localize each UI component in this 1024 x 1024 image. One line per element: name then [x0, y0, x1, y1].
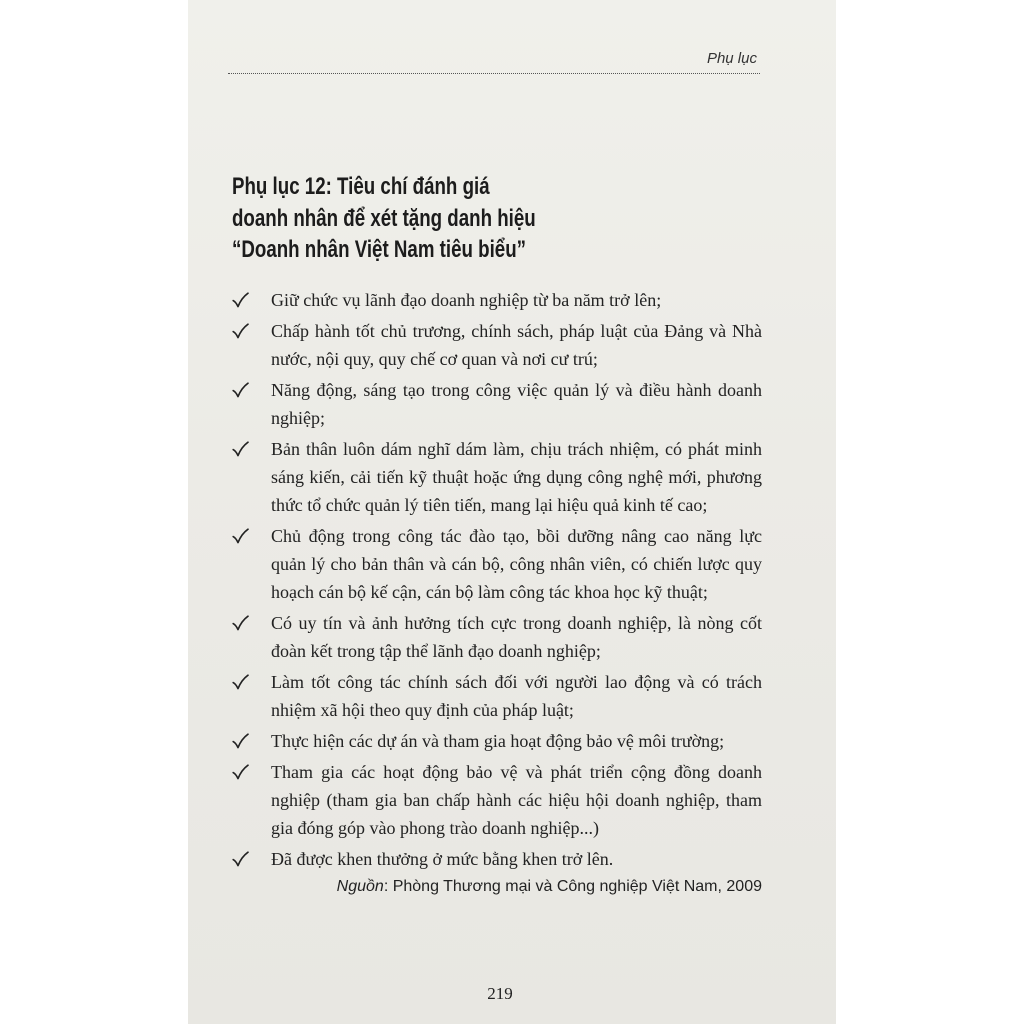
criterion-line: Chấp hành tốt chủ trương, chính sách, pháp luật của Đảng và Nhà	[271, 321, 762, 341]
source-text: : Phòng Thương mại và Công nghiệp Việt Nam, 2009	[383, 878, 762, 895]
criterion-item	[232, 609, 762, 665]
criterion-line: Có uy tín và ảnh hưởng tích cực trong doanh nghiệp, là nòng cốt	[271, 613, 762, 633]
criterion-line: nhiệm xã hội theo quy định của pháp luật;	[271, 700, 574, 720]
criterion-line: quản lý cho bản thân và cán bộ, công nhân viên, có chiến lược quy	[271, 554, 762, 574]
check-mark-icon	[232, 382, 249, 398]
criterion-item	[232, 376, 762, 432]
check-mark-icon	[232, 615, 249, 631]
running-header: Phụ lục	[706, 50, 757, 67]
criterion-line: Thực hiện các dự án và tham gia hoạt động bảo vệ môi trường;	[271, 731, 725, 751]
source-label: Nguồn	[336, 878, 384, 895]
criterion-text	[271, 758, 762, 842]
criterion-line: đoàn kết trong tập thể lãnh đạo doanh nghiệp;	[271, 641, 601, 661]
title-line: Phụ lục 12: Tiêu chí đánh giá	[232, 173, 490, 200]
criterion-line: thức tổ chức quản lý tiên tiến, mang lại hiệu quả kinh tế cao;	[271, 495, 708, 515]
criterion-text	[271, 668, 762, 724]
criterion-text	[271, 522, 762, 606]
title-line: “Doanh nhân Việt Nam tiêu biểu”	[232, 236, 527, 263]
criterion-text	[271, 317, 762, 373]
check-mark-icon	[232, 733, 249, 749]
criterion-line: Chủ động trong công tác đào tạo, bồi dưỡng nâng cao năng lực	[271, 526, 762, 546]
check-mark-icon	[232, 441, 249, 457]
check-mark-icon	[232, 292, 249, 308]
criterion-item	[232, 845, 762, 873]
page-title	[232, 171, 621, 266]
page-number: 219	[487, 984, 513, 1003]
criterion-text	[271, 376, 762, 432]
criterion-line: nghiệp (tham gia ban chấp hành các hiệu hội doanh nghiệp, tham	[271, 790, 762, 810]
criterion-line: nước, nội quy, quy chế cơ quan và nơi cư trú;	[271, 349, 598, 369]
check-mark-icon	[232, 674, 249, 690]
criterion-item	[232, 758, 762, 842]
criterion-line: gia đóng góp vào phong trào doanh nghiệp...)	[271, 818, 599, 838]
criterion-line: nghiệp;	[271, 408, 325, 428]
criterion-text	[271, 727, 762, 755]
criterion-text	[271, 845, 762, 873]
check-mark-icon	[232, 851, 249, 867]
criterion-item	[232, 522, 762, 606]
criterion-item	[232, 317, 762, 373]
criterion-line: Năng động, sáng tạo trong công việc quản lý và điều hành doanh	[271, 380, 762, 400]
source-note	[337, 878, 762, 896]
check-mark-icon	[232, 528, 249, 544]
criterion-item	[232, 435, 762, 519]
header-dotted-rule	[228, 73, 760, 74]
criteria-list	[232, 286, 762, 876]
criterion-line: hoạch cán bộ kế cận, cán bộ làm công tác khoa học kỹ thuật;	[271, 582, 708, 602]
criterion-line: Bản thân luôn dám nghĩ dám làm, chịu trách nhiệm, có phát minh	[271, 439, 762, 459]
title-line: doanh nhân để xét tặng danh hiệu	[232, 204, 536, 232]
criterion-item	[232, 668, 762, 724]
criterion-text	[271, 286, 762, 314]
book-page	[188, 0, 836, 1024]
criterion-item	[232, 286, 762, 314]
criterion-line: Giữ chức vụ lãnh đạo doanh nghiệp từ ba năm trở lên;	[271, 290, 662, 310]
check-mark-icon	[232, 323, 249, 339]
criterion-text	[271, 609, 762, 665]
criterion-text	[271, 435, 762, 519]
check-mark-icon	[232, 764, 249, 780]
criterion-line: Tham gia các hoạt động bảo vệ và phát triển cộng đồng doanh	[271, 762, 762, 782]
criterion-item	[232, 727, 762, 755]
criterion-line: Đã được khen thưởng ở mức bằng khen trở lên.	[271, 849, 614, 869]
criterion-line: sáng kiến, cải tiến kỹ thuật hoặc ứng dụng công nghệ mới, phương	[271, 467, 762, 487]
criterion-line: Làm tốt công tác chính sách đối với người lao động và có trách	[271, 672, 762, 692]
